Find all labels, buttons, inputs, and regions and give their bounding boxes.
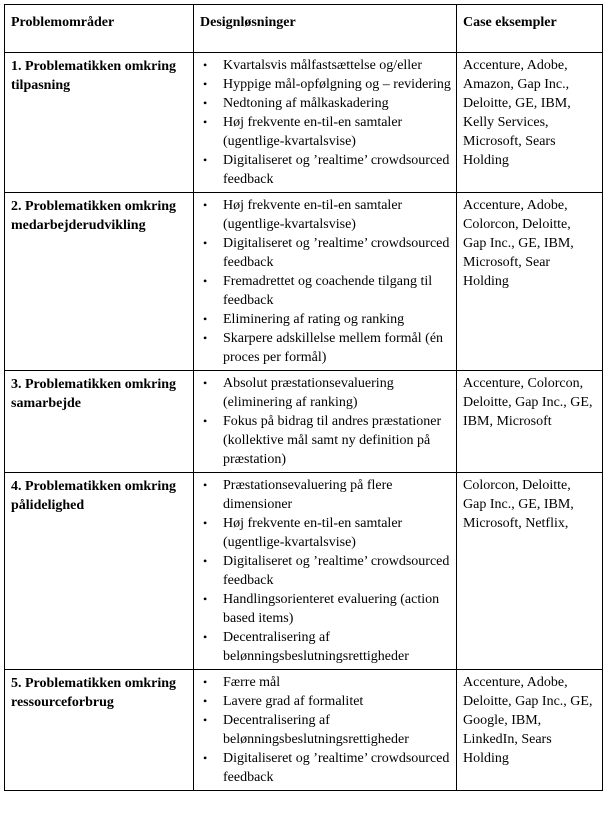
- bullet-icon: •: [203, 96, 208, 110]
- solution-list-item: [200, 234, 451, 272]
- solution-list-item: [200, 374, 451, 412]
- solution-list-item: [200, 692, 451, 711]
- solution-list-item: [200, 749, 451, 787]
- solution-text: Decentralisering af belønningsbeslutningsrettigheder: [223, 630, 409, 664]
- solution-list-item: [200, 94, 451, 113]
- table-row: [5, 53, 603, 193]
- case-examples-text: Accenture, Adobe, Colorcon, Deloitte, Gap Inc., GE, IBM, Microsoft, Sear Holding: [463, 198, 574, 289]
- solution-list-item: [200, 552, 451, 590]
- solution-list-item: [200, 514, 451, 552]
- bullet-icon: •: [203, 153, 208, 167]
- solution-text: Digitaliseret og ’realtime’ crowdsourced feedback: [223, 554, 450, 588]
- solution-list-item: [200, 329, 451, 367]
- problem-area-label: 4. Problematikken omkring pålidelighed: [11, 479, 177, 513]
- solutions-list: [200, 56, 451, 189]
- table-row: [5, 473, 603, 670]
- header-case-examples: Case eksempler: [457, 5, 603, 53]
- solution-list-item: [200, 590, 451, 628]
- solution-list-item: [200, 711, 451, 749]
- bullet-icon: •: [203, 694, 208, 708]
- bullet-icon: •: [203, 58, 208, 72]
- problem-area-cell: [5, 371, 194, 473]
- design-solutions-cell: [194, 371, 457, 473]
- solution-text: Digitaliseret og ’realtime’ crowdsourced feedback: [223, 236, 450, 270]
- bullet-icon: •: [203, 630, 208, 644]
- bullet-icon: •: [203, 478, 208, 492]
- bullet-icon: •: [203, 516, 208, 530]
- solution-text: Høj frekvente en-til-en samtaler (ugentlige-kvartalsvise): [223, 198, 403, 232]
- problem-area-label: 5. Problematikken omkring ressourceforbrug: [11, 676, 177, 710]
- bullet-icon: •: [203, 236, 208, 250]
- design-solutions-cell: [194, 53, 457, 193]
- solution-text: Fremadrettet og coachende tilgang til feedback: [223, 274, 433, 308]
- bullet-icon: •: [203, 331, 208, 345]
- solution-text: Skarpere adskillelse mellem formål (én proces per formål): [223, 331, 444, 365]
- solution-text: Fokus på bidrag til andres præstationer (kollektive mål samt ny definition på præstation): [223, 414, 442, 467]
- case-examples-cell: [457, 53, 603, 193]
- case-examples-cell: [457, 473, 603, 670]
- bullet-icon: •: [203, 77, 208, 91]
- solution-list-item: [200, 151, 451, 189]
- case-examples-text: Accenture, Colorcon, Deloitte, Gap Inc., GE, IBM, Microsoft: [463, 376, 593, 429]
- solution-list-item: [200, 673, 451, 692]
- solution-text: Høj frekvente en-til-en samtaler (ugentlige-kvartalsvise): [223, 516, 403, 550]
- case-examples-text: Accenture, Adobe, Amazon, Gap Inc., Deloitte, GE, IBM, Kelly Services, Microsoft, Sears Holding: [463, 58, 571, 168]
- problem-area-cell: [5, 53, 194, 193]
- problem-area-label: 1. Problematikken omkring tilpasning: [11, 59, 177, 93]
- solutions-list: [200, 196, 451, 367]
- bullet-icon: •: [203, 198, 208, 212]
- problem-area-cell: [5, 193, 194, 371]
- solution-text: Handlingsorienteret evaluering (action based items): [223, 592, 440, 626]
- solution-text: Hyppige mål-opfølgning og – revidering: [223, 77, 451, 92]
- design-solutions-cell: [194, 473, 457, 670]
- table-row: [5, 670, 603, 791]
- bullet-icon: •: [203, 751, 208, 765]
- solution-text: Absolut præstationsevaluering (eliminering af ranking): [223, 376, 394, 410]
- solution-text: Færre mål: [223, 675, 281, 690]
- bullet-icon: •: [203, 592, 208, 606]
- solution-list-item: [200, 113, 451, 151]
- solutions-list: [200, 673, 451, 787]
- solution-list-item: [200, 412, 451, 469]
- case-examples-cell: [457, 193, 603, 371]
- bullet-icon: •: [203, 414, 208, 428]
- bullet-icon: •: [203, 274, 208, 288]
- solution-list-item: [200, 628, 451, 666]
- solution-text: Nedtoning af målkaskadering: [223, 96, 389, 111]
- header-design-solutions: Designløsninger: [194, 5, 457, 53]
- solution-text: Lavere grad af formalitet: [223, 694, 364, 709]
- table-row: [5, 193, 603, 371]
- solution-text: Decentralisering af belønningsbeslutningsrettigheder: [223, 713, 409, 747]
- solution-text: Præstationsevaluering på flere dimensioner: [223, 478, 393, 512]
- problem-area-label: 3. Problematikken omkring samarbejde: [11, 377, 177, 411]
- solution-list-item: [200, 310, 451, 329]
- solutions-list: [200, 374, 451, 469]
- solution-list-item: [200, 476, 451, 514]
- header-problem-areas: Problemområder: [5, 5, 194, 53]
- solution-text: Høj frekvente en-til-en samtaler (ugentlige-kvartalsvise): [223, 115, 403, 149]
- design-solutions-cell: [194, 670, 457, 791]
- bullet-icon: •: [203, 115, 208, 129]
- solution-text: Kvartalsvis målfastsættelse og/eller: [223, 58, 423, 73]
- case-examples-cell: [457, 670, 603, 791]
- bullet-icon: •: [203, 675, 208, 689]
- bullet-icon: •: [203, 554, 208, 568]
- solution-text: Eliminering af rating og ranking: [223, 312, 405, 327]
- solution-list-item: [200, 56, 451, 75]
- problem-area-label: 2. Problematikken omkring medarbejderudvikling: [11, 199, 177, 233]
- bullet-icon: •: [203, 713, 208, 727]
- solutions-list: [200, 476, 451, 666]
- table-header-row: [5, 5, 603, 53]
- bullet-icon: •: [203, 312, 208, 326]
- solution-list-item: [200, 196, 451, 234]
- case-examples-cell: [457, 371, 603, 473]
- problem-area-cell: [5, 670, 194, 791]
- solution-text: Digitaliseret og ’realtime’ crowdsourced feedback: [223, 153, 450, 187]
- solution-text: Digitaliseret og ’realtime’ crowdsourced feedback: [223, 751, 450, 785]
- table-row: [5, 371, 603, 473]
- case-examples-text: Colorcon, Deloitte, Gap Inc., GE, IBM, Microsoft, Netflix,: [463, 478, 574, 531]
- design-solutions-table: [4, 4, 603, 791]
- solution-list-item: [200, 75, 451, 94]
- bullet-icon: •: [203, 376, 208, 390]
- problem-area-cell: [5, 473, 194, 670]
- table-body: [5, 53, 603, 791]
- design-solutions-cell: [194, 193, 457, 371]
- case-examples-text: Accenture, Adobe, Deloitte, Gap Inc., GE, Google, IBM, LinkedIn, Sears Holding: [463, 675, 593, 766]
- solution-list-item: [200, 272, 451, 310]
